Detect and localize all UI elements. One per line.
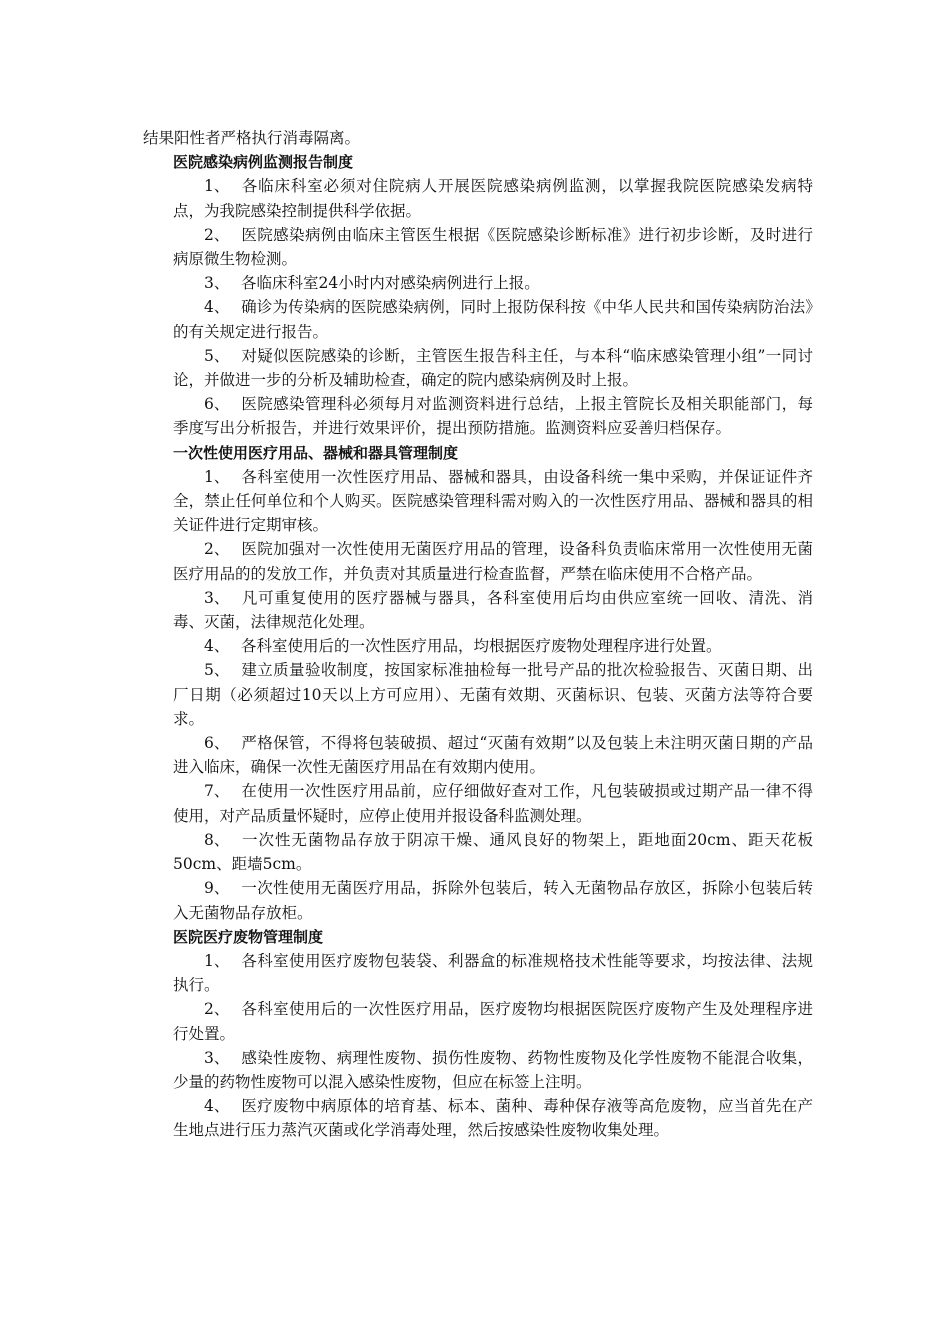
item-text: 医院感染管理科必须每月对监测资料进行总结，上报主管院长及相关职能部门，每季度写出分析报告，并进行效果评价，提出预防措施。监测资料应妥善归档保存。 xyxy=(173,395,813,438)
item-text: 一次性使用无菌医疗用品，拆除外包装后，转入无菌物品存放区，拆除小包装后转入无菌物品存放柜。 xyxy=(173,879,813,922)
document-body xyxy=(143,126,813,1143)
section xyxy=(173,441,813,925)
item-number: 1、 xyxy=(204,467,230,486)
item-number: 8、 xyxy=(204,830,230,849)
list-item xyxy=(173,828,813,876)
sections-container xyxy=(173,150,813,1142)
list-item xyxy=(173,1094,813,1142)
item-number: 9、 xyxy=(204,879,230,898)
item-text: 建立质量验收制度，按国家标准抽检每一批号产品的批次检验报告、灭菌日期、出厂日期（必须超过10天以上方可应用）、无菌有效期、灭菌标识、包装、灭菌方法等符合要求。 xyxy=(173,661,813,728)
list-item xyxy=(173,174,813,222)
item-number: 5、 xyxy=(204,661,230,680)
item-number: 3、 xyxy=(204,274,230,293)
item-number: 7、 xyxy=(204,782,230,801)
list-item xyxy=(173,271,813,295)
item-text: 医院感染病例由临床主管医生根据《医院感染诊断标准》进行初步诊断，及时进行病原微生物检测。 xyxy=(173,225,813,269)
list-item xyxy=(173,537,813,585)
item-number: 1、 xyxy=(204,951,230,970)
list-item xyxy=(173,392,813,440)
item-text: 一次性无菌物品存放于阴凉干燥、通风良好的物架上，距地面20cm、距天花板50cm、距墙5cm。 xyxy=(173,830,813,874)
item-number: 2、 xyxy=(204,540,230,559)
item-text: 各科室使用后的一次性医疗用品，均根据医疗废物处理程序进行处置。 xyxy=(241,637,722,656)
item-text: 在使用一次性医疗用品前，应仔细做好查对工作，凡包装破损或过期产品一律不得使用，对产品质量怀疑时，应停止使用并报设备科监测处理。 xyxy=(173,782,813,825)
section xyxy=(173,150,813,440)
item-text: 各科室使用一次性医疗用品、器械和器具，由设备科统一集中采购，并保证证件齐全，禁止任何单位和个人购买。医院感染管理科需对购入的一次性医疗用品、器械和器具的相关证件进行定期审核。 xyxy=(173,467,813,535)
item-number: 3、 xyxy=(204,588,230,607)
item-number: 2、 xyxy=(204,1000,230,1019)
item-number: 6、 xyxy=(204,734,230,753)
list-item xyxy=(173,634,813,658)
item-number: 2、 xyxy=(204,225,230,244)
list-item xyxy=(173,1046,813,1094)
item-text: 各科室使用医疗废物包装袋、利器盒的标准规格技术性能等要求，均按法律、法规执行。 xyxy=(173,951,813,995)
item-text: 医院加强对一次性使用无菌医疗用品的管理，设备科负责临床常用一次性使用无菌医疗用品的的发放工作，并负责对其质量进行检查监督，严禁在临床使用不合格产品。 xyxy=(173,540,813,583)
item-text: 各科室使用后的一次性医疗用品，医疗废物均根据医院医疗废物产生及处理程序进行处置。 xyxy=(173,1000,813,1043)
list-item xyxy=(173,876,813,924)
list-item xyxy=(173,295,813,343)
list-item xyxy=(173,658,813,731)
list-item xyxy=(173,344,813,392)
list-item xyxy=(173,949,813,997)
section-heading: 医院感染病例监测报告制度 xyxy=(173,153,354,172)
item-number: 4、 xyxy=(204,1097,230,1116)
list-item xyxy=(173,223,813,271)
item-text: 感染性废物、病理性废物、损伤性废物、药物性废物及化学性废物不能混合收集，少量的药物性废物可以混入感染性废物，但应在标签上注明。 xyxy=(173,1048,813,1091)
item-number: 6、 xyxy=(204,395,230,414)
list-item xyxy=(173,997,813,1045)
item-text: 各临床科室24小时内对感染病例进行上报。 xyxy=(241,274,540,293)
lead-paragraph: 结果阳性者严格执行消毒隔离。 xyxy=(143,129,361,147)
item-text: 对疑似医院感染的诊断，主管医生报告科主任，与本科“临床感染管理小组”一同讨论，并做进一步的分析及辅助检查，确定的院内感染病例及时上报。 xyxy=(173,346,813,390)
section-heading: 一次性使用医疗用品、器械和器具管理制度 xyxy=(173,443,459,462)
item-number: 5、 xyxy=(204,346,230,365)
list-item xyxy=(173,779,813,827)
item-text: 确诊为传染病的医院感染病例，同时上报防保科按《中华人民共和国传染病防治法》的有关规定进行报告。 xyxy=(173,298,813,341)
item-number: 1、 xyxy=(204,177,230,196)
item-text: 严格保管，不得将包装破损、超过“灭菌有效期”以及包装上未注明灭菌日期的产品进入临床，确保一次性无菌医疗用品在有效期内使用。 xyxy=(173,734,813,777)
list-item xyxy=(173,586,813,634)
section xyxy=(173,925,813,1143)
item-text: 各临床科室必须对住院病人开展医院感染病例监测，以掌握我院医院感染发病特点，为我院感染控制提供科学依据。 xyxy=(173,177,813,220)
list-item xyxy=(173,465,813,538)
list-item xyxy=(173,731,813,779)
section-heading: 医院医疗废物管理制度 xyxy=(173,927,324,946)
item-number: 3、 xyxy=(204,1048,230,1067)
item-text: 凡可重复使用的医疗器械与器具，各科室使用后均由供应室统一回收、清洗、消毒、灭菌，法律规范化处理。 xyxy=(173,588,813,632)
item-number: 4、 xyxy=(204,637,230,656)
item-number: 4、 xyxy=(204,298,230,317)
item-text: 医疗废物中病原体的培育基、标本、菌种、毒种保存液等高危废物，应当首先在产生地点进行压力蒸汽灭菌或化学消毒处理，然后按感染性废物收集处理。 xyxy=(173,1097,813,1140)
